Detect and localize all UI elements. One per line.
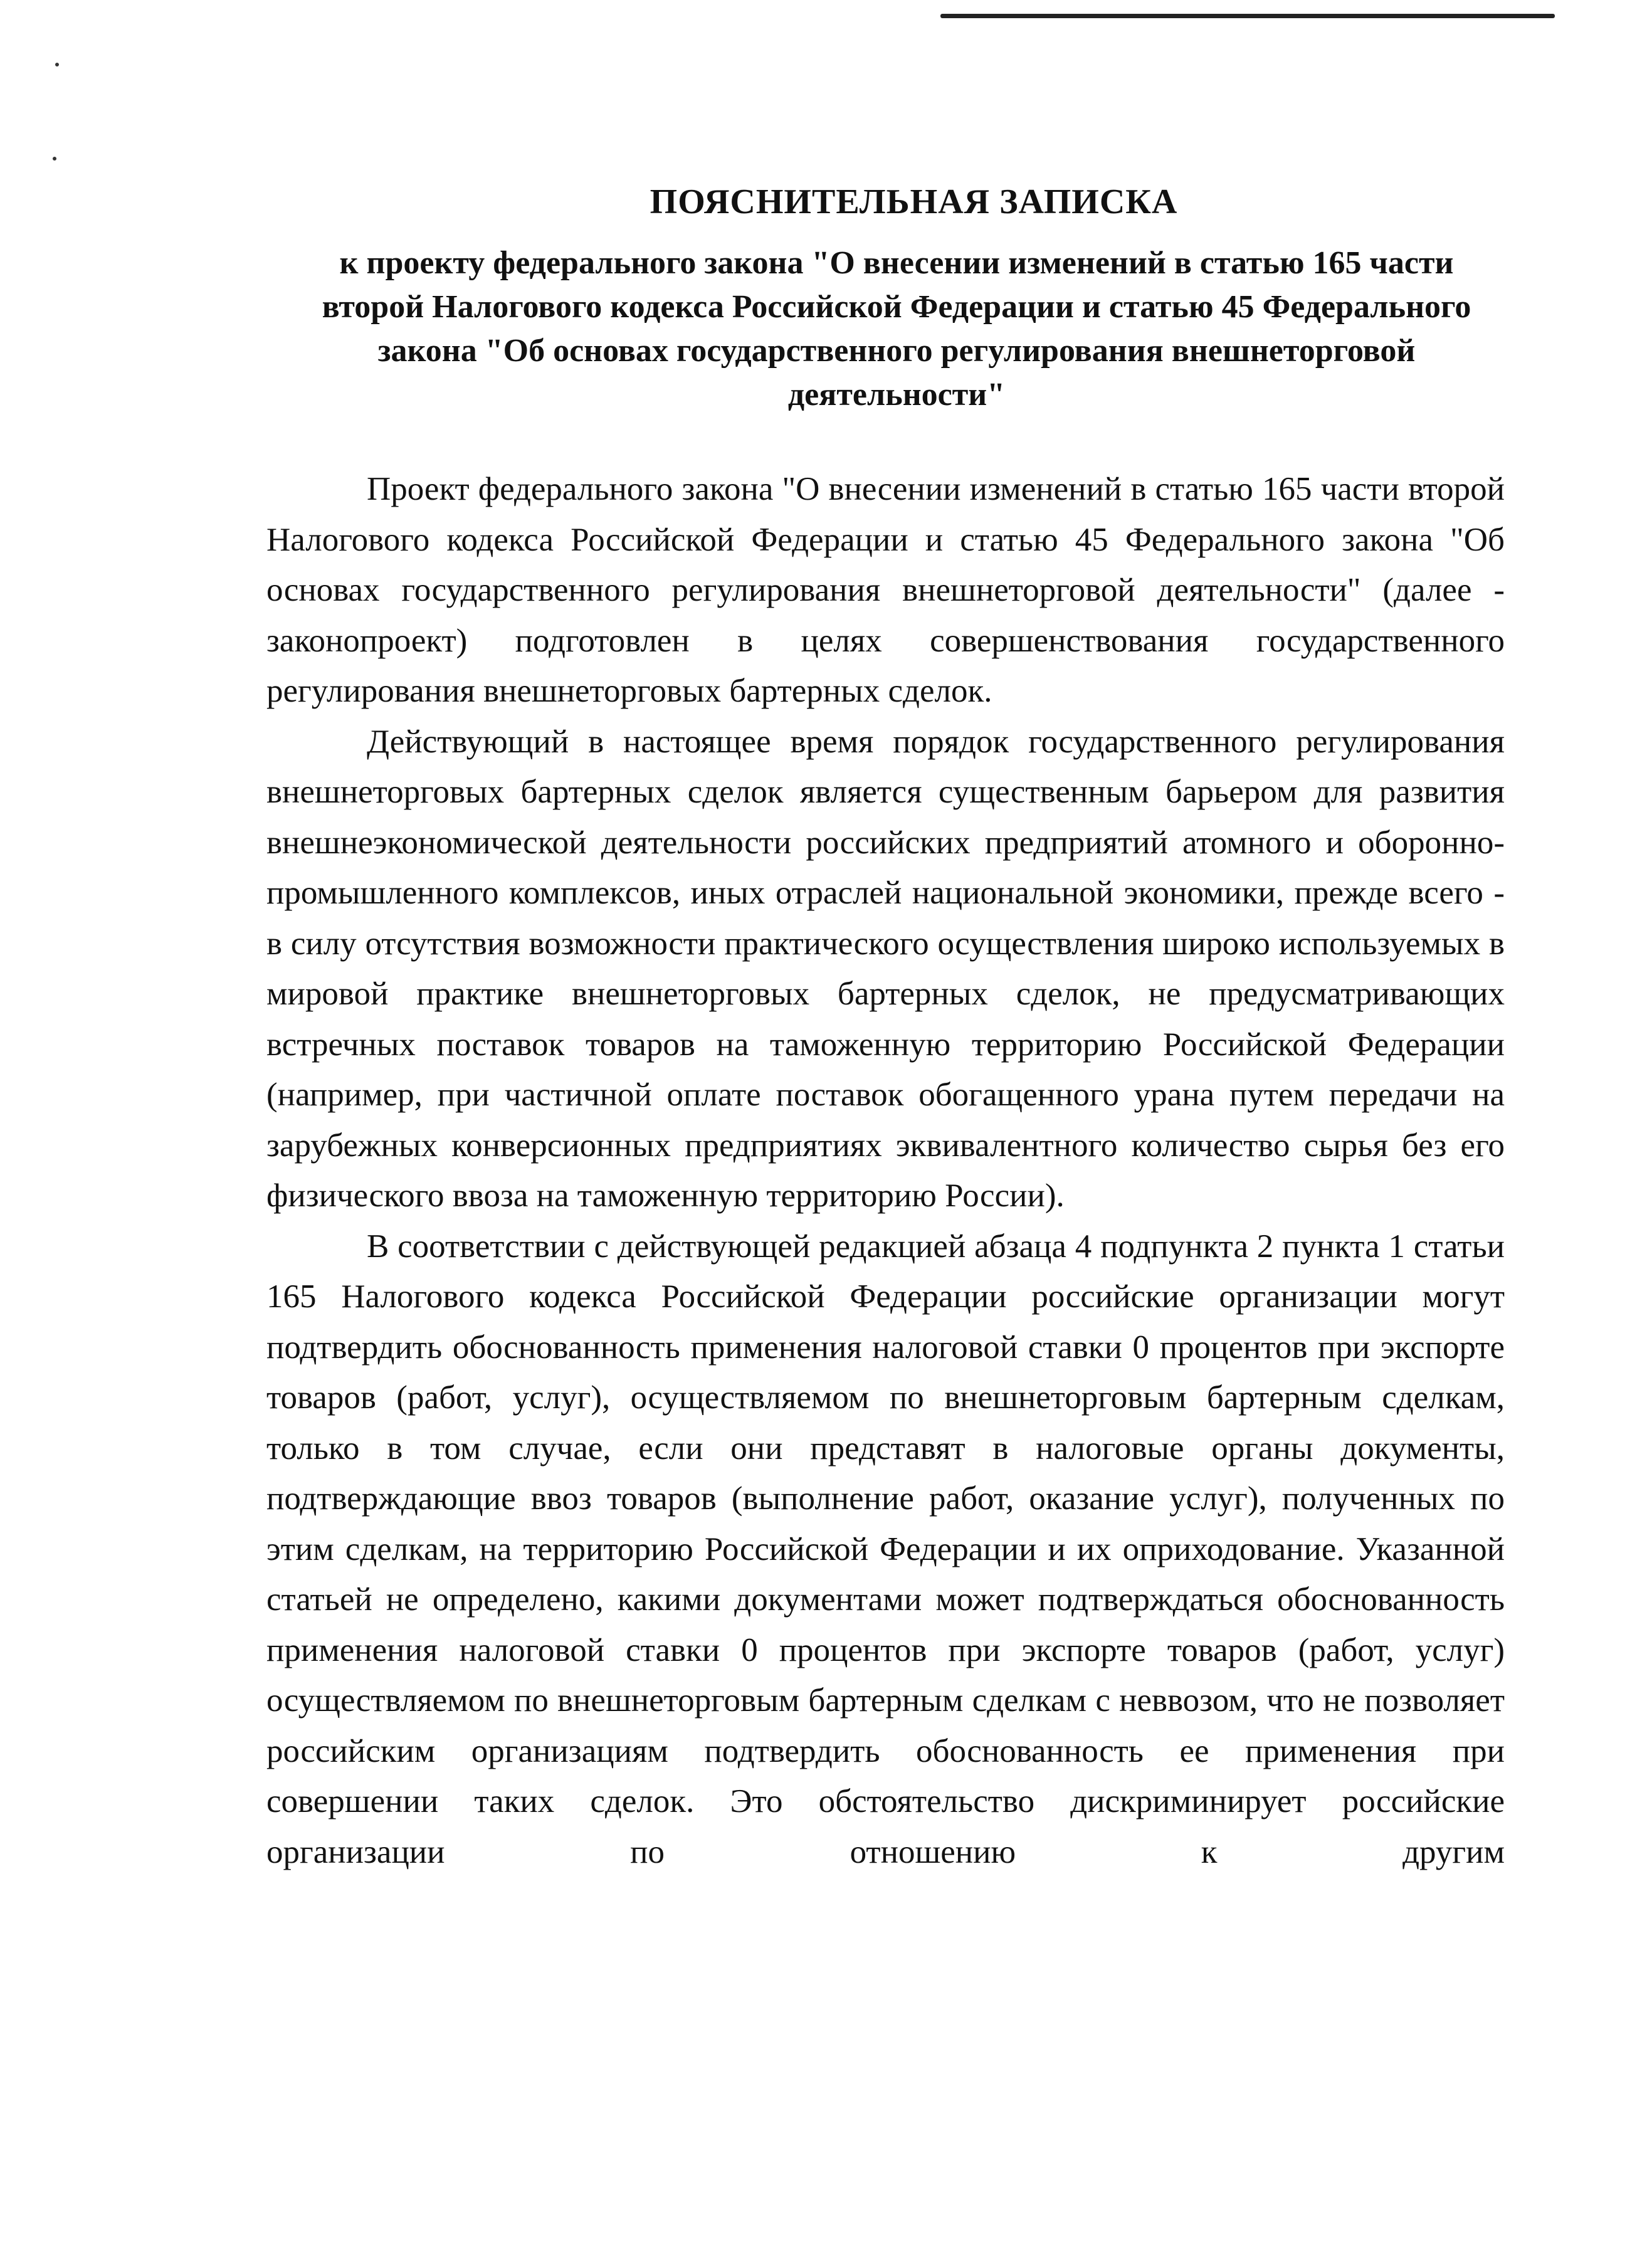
paragraph: Действующий в настоящее время порядок государственного регулирования внешнеторговых бартерных сделок является существенным барьером для развития внешнеэкономической деятельности российских предприятий атомного и оборонно-промышленного комплексов, иных отраслей национальной экономики, прежде всего - в силу отсутствия возможности практического осуществления широко используемых в мировой практике внешнеторговых бартерных сделок, не предусматривающих встречных поставок товаров на таможенную территорию Российской Федерации (например, при частичной оплате поставок обогащенного урана путем передачи на зарубежных конверсионных предприятиях эквивалентного количество сырья без его физического ввоза на таможенную территорию России). (266, 723, 1505, 1214)
paragraph: Проект федерального закона "О внесении изменений в статью 165 части второй Налогового кодекса Российской Федерации и статью 45 Федерального закона "Об основах государственного регулирования внешнеторговой деятельности" (далее - законопроект) подготовлен в целях совершенствования государственного регулирования внешнеторговых бартерных сделок. (266, 471, 1505, 709)
document-body (266, 464, 1505, 1877)
paragraph: В соответствии с действующей редакцией абзаца 4 подпункта 2 пункта 1 статьи 165 Налогового кодекса Российской Федерации российские организации могут подтвердить обоснованность применения налоговой ставки 0 процентов при экспорте товаров (работ, услуг), осуществляемом по внешнеторговым бартерным сделкам, только в том случае, если они представят в налоговые органы документы, подтверждающие ввоз товаров (выполнение работ, оказание услуг), полученных по этим сделкам, на территорию Российской Федерации и их оприходование. Указанной статьей не определено, какими документами может подтверждаться обоснованность применения налоговой ставки 0 процентов при экспорте товаров (работ, услуг) осуществляемом по внешнеторговым бартерным сделкам с неввозом, что не позволяет российским организациям подтвердить обоснованность ее применения при совершении таких сделок. Это обстоятельство дискриминирует российские организации по отношению к другим (266, 1228, 1505, 1870)
document-subtitle: к проекту федерального закона "О внесении изменений в статью 165 части второй Налогового кодекса Российской Федерации и статью 45 Федерального закона "Об основах государственного регулирования внешнеторговой деятельности" (322, 245, 1471, 413)
scan-speck (53, 157, 56, 161)
scan-speck (55, 63, 59, 66)
document-title: ПОЯСНИТЕЛЬНАЯ ЗАПИСКА (650, 182, 1178, 221)
scan-artifact-line (940, 14, 1555, 18)
